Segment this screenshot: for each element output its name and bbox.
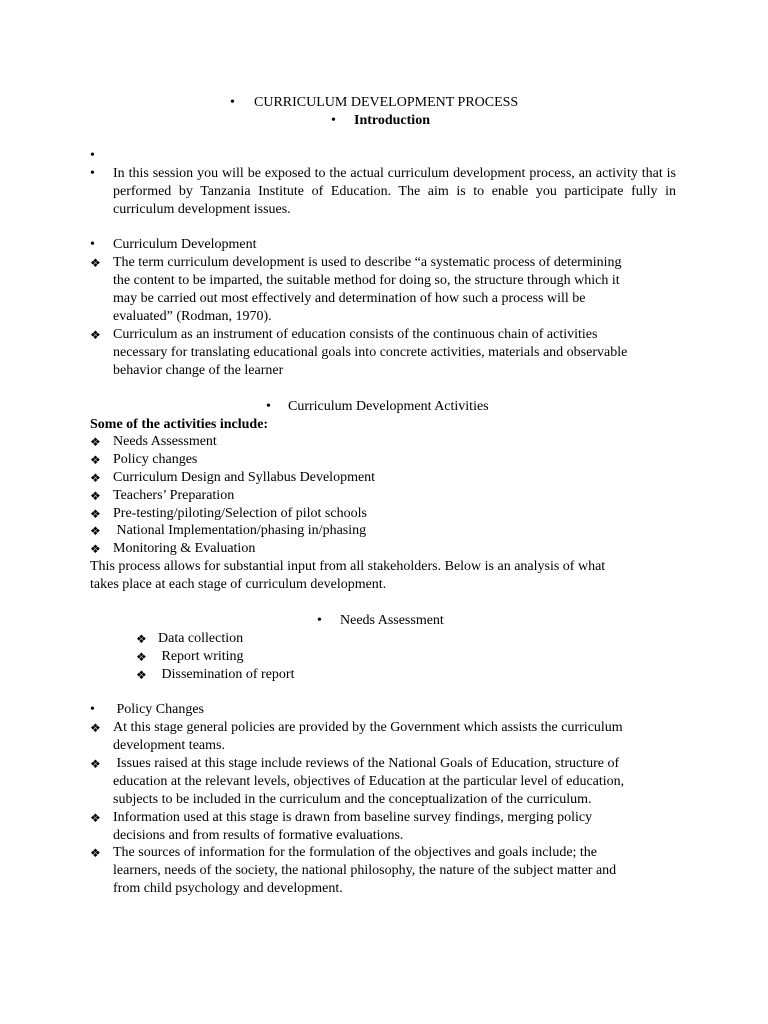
bullet-diamond: ❖ — [90, 846, 101, 860]
section-heading-activities: Curriculum Development Activities — [288, 399, 489, 414]
policy-line: learners, needs of the society, the national philosophy, the nature of the subject matter and — [113, 863, 617, 878]
bullet-diamond: ❖ — [136, 668, 147, 682]
activity-item: Curriculum Design and Syllabus Development — [113, 470, 376, 485]
bullet-diamond: ❖ — [90, 524, 101, 538]
section-heading-introduction: Introduction — [354, 113, 430, 128]
bullet-dot: • — [230, 95, 235, 110]
document-title: CURRICULUM DEVELOPMENT PROCESS — [254, 95, 519, 110]
activity-item: National Implementation/phasing in/phasing — [113, 523, 367, 538]
section-heading-curriculum-development: Curriculum Development — [113, 237, 257, 252]
intro-paragraph: In this session you will be exposed to the actual curriculum development process, an activity that is performed by Tanzania Institute of Education. The aim is to enable you participate fully in curriculum development issues. — [113, 166, 676, 217]
policy-line: Information used at this stage is drawn from baseline survey findings, merging policy — [113, 810, 593, 825]
activity-item: Pre-testing/piloting/Selection of pilot schools — [113, 506, 367, 521]
bullet-dot: • — [90, 237, 95, 252]
activities-closing-line: This process allows for substantial input from all stakeholders. Below is an analysis of what — [90, 559, 606, 574]
activities-closing-line: takes place at each stage of curriculum development. — [90, 577, 387, 592]
policy-line: development teams. — [113, 738, 225, 753]
definition-line: evaluated” (Rodman, 1970). — [113, 309, 272, 324]
bullet-diamond: ❖ — [90, 542, 101, 556]
policy-line: At this stage general policies are provided by the Government which assists the curriculum — [113, 720, 623, 735]
bullet-diamond: ❖ — [90, 471, 101, 485]
needs-item: Report writing — [158, 649, 244, 664]
bullet-diamond: ❖ — [90, 256, 101, 270]
bullet-dot: • — [90, 702, 95, 717]
activities-subheading: Some of the activities include: — [90, 417, 269, 432]
instrument-line: behavior change of the learner — [113, 363, 284, 378]
policy-line: Issues raised at this stage include reviews of the National Goals of Education, structure of — [113, 756, 620, 771]
policy-line: decisions and from results of formative evaluations. — [113, 828, 404, 843]
bullet-diamond: ❖ — [90, 489, 101, 503]
bullet-dot: • — [90, 166, 95, 181]
definition-line: the content to be imparted, the suitable method for doing so, the structure through which it — [113, 273, 620, 288]
bullet-diamond: ❖ — [90, 757, 101, 771]
section-heading-policy-changes: Policy Changes — [113, 702, 204, 717]
bullet-dot-empty: • — [90, 148, 95, 163]
bullet-diamond: ❖ — [90, 435, 101, 449]
activity-item: Needs Assessment — [113, 434, 217, 449]
section-heading-needs-assessment: Needs Assessment — [340, 613, 444, 628]
policy-line: from child psychology and development. — [113, 881, 343, 896]
bullet-diamond: ❖ — [136, 632, 147, 646]
bullet-diamond: ❖ — [136, 650, 147, 664]
bullet-dot: • — [331, 113, 336, 128]
bullet-diamond: ❖ — [90, 811, 101, 825]
policy-line: education at the relevant levels, objectives of Education at the particular level of education, — [113, 774, 625, 789]
bullet-dot: • — [317, 613, 322, 628]
instrument-line: necessary for translating educational goals into concrete activities, materials and observable — [113, 345, 628, 360]
activity-item: Teachers’ Preparation — [113, 488, 235, 503]
policy-line: subjects to be included in the curriculum and the conceptualization of the curriculum. — [113, 792, 592, 807]
needs-item: Data collection — [158, 631, 244, 646]
definition-line: The term curriculum development is used to describe “a systematic process of determining — [113, 255, 622, 270]
activity-item: Monitoring & Evaluation — [113, 541, 256, 556]
bullet-diamond: ❖ — [90, 721, 101, 735]
activity-item: Policy changes — [113, 452, 198, 467]
policy-line: The sources of information for the formulation of the objectives and goals include; the — [113, 845, 598, 860]
bullet-diamond: ❖ — [90, 328, 101, 342]
bullet-diamond: ❖ — [90, 507, 101, 521]
bullet-diamond: ❖ — [90, 453, 101, 467]
instrument-line: Curriculum as an instrument of education consists of the continuous chain of activities — [113, 327, 598, 342]
needs-item: Dissemination of report — [158, 667, 295, 682]
definition-line: may be carried out most effectively and determination of how such a process will be — [113, 291, 586, 306]
bullet-dot: • — [266, 399, 271, 414]
